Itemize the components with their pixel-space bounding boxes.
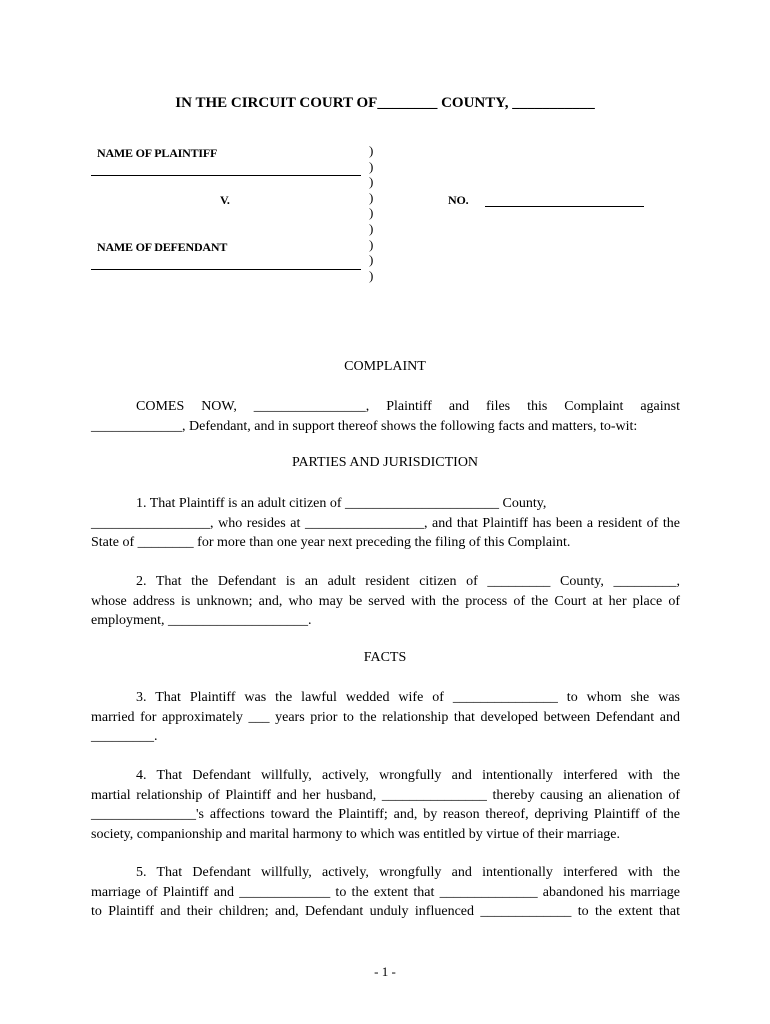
paragraph-4 <box>91 766 680 844</box>
text-line: society, companionship and marital harmony to which was entitled by virtue of their marriage. <box>91 826 620 842</box>
paren: ) <box>369 143 374 158</box>
text-line: 2. That the Defendant is an adult resident citizen of _________ County, _________, <box>136 574 680 589</box>
text-line: 3. That Plaintiff was the lawful wedded wife of _______________ to whom she was <box>136 690 680 705</box>
paren: ) <box>369 158 374 174</box>
plaintiff-name-label: NAME OF PLAINTIFF <box>97 146 218 160</box>
case-number-line <box>485 206 644 207</box>
paren: ) <box>369 252 374 268</box>
text-line: _______________'s affections toward the Plaintiff; and, by reason thereof, depriving Plaintiff of the <box>91 807 680 823</box>
plaintiff-name-line <box>91 175 361 176</box>
text-line: whose address is unknown; and, who may be served with the process of the Court at her place of <box>91 593 680 609</box>
defendant-name-label: NAME OF DEFENDANT <box>97 240 228 254</box>
text-line: _________. <box>91 729 158 745</box>
paragraph-2 <box>91 572 680 631</box>
paren: ) <box>369 220 374 236</box>
page-number: - 1 - <box>374 964 396 979</box>
text-line: 5. That Defendant willfully, actively, wrongfully and intentionally interfered with the <box>136 865 680 880</box>
section-heading-parties: PARTIES AND JURISDICTION <box>291 455 479 470</box>
paren: ) <box>369 205 374 221</box>
paragraph-1 <box>91 494 680 553</box>
text-line: employment, ____________________. <box>91 613 312 629</box>
text-line: 1. That Plaintiff is an adult citizen of ______________________ County, <box>136 496 547 511</box>
paren: ) <box>369 174 374 190</box>
court-caption-title: IN THE CIRCUIT COURT OF________ COUNTY, ___________ <box>175 95 595 111</box>
text-line: _________________, who resides at _________________, and that Plaintiff has been a resident of the <box>91 515 680 531</box>
text-line: State of ________ for more than one year next preceding the filing of this Complaint. <box>91 535 571 551</box>
text-line: marriage of Plaintiff and _____________ to the extent that ______________ abandoned his marriage <box>91 884 680 900</box>
caption-parentheses <box>369 143 373 283</box>
text-line: married for approximately ___ years prior to the relationship that developed between Defendant and <box>91 709 680 725</box>
paren: ) <box>369 267 374 283</box>
text-line: martial relationship of Plaintiff and her husband, _______________ thereby causing an alienation of <box>91 787 680 803</box>
paragraph-5 <box>91 863 680 922</box>
text-line: _____________, Defendant, and in support thereof shows the following facts and matters, to-wit: <box>91 418 638 434</box>
paren: ) <box>369 236 374 252</box>
case-number-label: NO. <box>448 193 469 207</box>
intro-paragraph <box>91 397 680 436</box>
versus-label: V. <box>220 193 230 207</box>
document-heading: COMPLAINT <box>344 359 426 374</box>
text-line: COMES NOW, ________________, Plaintiff and files this Complaint against <box>136 399 680 414</box>
paragraph-3 <box>91 688 680 747</box>
text-line: to Plaintiff and their children; and, Defendant unduly influenced _____________ to the extent that <box>91 904 680 920</box>
defendant-name-line <box>91 269 361 270</box>
paren: ) <box>369 189 374 205</box>
section-heading-facts: FACTS <box>363 650 407 665</box>
text-line: 4. That Defendant willfully, actively, wrongfully and intentionally interfered with the <box>136 768 680 783</box>
